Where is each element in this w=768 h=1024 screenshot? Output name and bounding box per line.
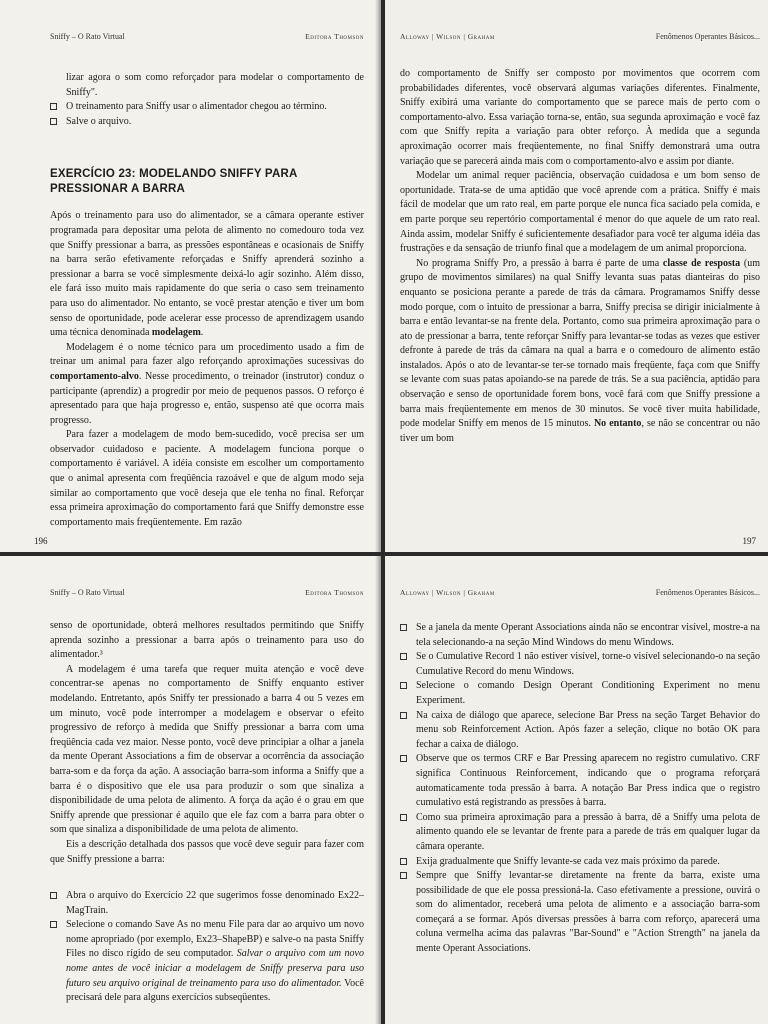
header-left: Alloway | Wilson | Graham [400,588,495,597]
exercise-heading: EXERCÍCIO 23: MODELANDO SNIFFY PARA PRESSIONAR A BARRA [50,168,298,196]
checkbox-icon [400,624,407,631]
paragraph: Para fazer a modelagem de modo bem-sucedido, você precisa ser um observador cuidadoso e paciente. A modelagem funciona porque o comportamento é variável. A idéia consiste em escolher um comportamento que o animal apresenta com freqüência razoável e que de algum modo seja similar ao comportamento que você deseja que ele tenha no final. Reforçar essa primeira aproximação do comportamento fará que Sniffy demonstre esse comportamento mais freqüentemente. Em razão [50,429,364,528]
paragraph: No programa Sniffy Pro, a pressão à barra é parte de uma classe de resposta (um grupo de movimentos similares) na qual Sniffy levanta suas patas dianteiras do piso enquanto se posiciona perante a parede de trás da câmara. Programamos Sniffy desse modo porque, com o intuito de pressionar a barra, Sniffy precisa se dirigir inicialmente à barra e então levantar-se na frente dela. Portanto, como sua primeira aproximação para o ato de pressionar a barra, tente reforçar Sniffy para levantar-se todas as vezes que estiver defronte à parede de trás da câmara na qual a barra e o comedouro de alimento estão instalados. Após o ato de levantar-se ter-se tornado mais freqüente, faça com que Sniffy se levante com suas patas apoiando-se na parede de trás. Se a sua paciência, aptidão para observação e senso de oportunidade forem bons, você fará com que Sniffy pressione a barra mais freqüentemente em menos de 30 minutos. Se você tiver muita habilidade, pode modelar Sniffy em menos de 15 minutos. No entanto, se não se concentrar ou não tiver um bom [400,257,761,444]
running-header [50,588,364,597]
paragraph: do comportamento de Sniffy ser composto por movimentos que ocorrem com probabilidades diferentes, você observará algumas variações diferentes. Finalmente, Sniffy exibirá uma variante do comportamento que se parece mais de perto com o comportamento-alvo. Essa variação torna-se, então, sua segunda aproximação e você faz com que Sniffy repita a variação para obter reforço. À medida que a segunda aproximação ocorrer mais freqüentemente, no final Sniffy demonstrará uma outra variação que se parecerá ainda mais com o comportamento-alvo e assim por diante. [400,68,760,167]
running-header [400,588,760,597]
key-term: classe de resposta [662,257,741,269]
list-item: Selecione o comando Save As no menu File para dar ao arquivo um novo nome apropriado (por exemplo, Ex23–ShapeBP) e salve-o na pasta Sniffy Files no disco rígido de seu computador. Salvar o arquivo com um novo nome antes de você iniciar a modelagem de Sniffy preserva para uso futuro seu arquivo original de treinamento para uso do alimentador. Você precisará dele para alguns exercícios subseqüentes. [50,918,364,1006]
intro-text: lizar agora o som como reforçador para modelar o comportamento de Sniffy". [66,72,364,98]
key-term: No entanto [593,418,642,430]
checkbox-icon [50,118,57,125]
list-item: Salve o arquivo. [50,115,364,130]
checkbox-icon [400,712,407,719]
book-page-198 [0,556,381,1024]
header-right: Fenômenos Operantes Básicos... [655,32,760,41]
header-left: Sniffy – O Rato Virtual [50,32,125,41]
checkbox-icon [400,682,407,689]
paragraph: Eis a descrição detalhada dos passos que você deve seguir para fazer com que Sniffy pressione a barra: [50,838,364,865]
checkbox-icon [400,872,407,879]
paragraph: Após o treinamento para uso do alimentador, se a câmara operante estiver programada para depositar uma pelota de alimento no comedouro toda vez que Sniffy pressionar a barra, as pressões espontâneas e ocasionais de Sniffy na barra serão efetivamente reforçadas e Sniffy aprenderá sozinho a pressionar a barra se você simplesmente deixá-lo agir sozinho. Além disso, ele fará isso muito mais rapidamente do que seria o caso sem treinamento para uso do alimentador. No entanto, se você prestar atenção e tiver um bom senso de oportunidade, pode acelerar esse processo de aprendizagem usando uma técnica denominada modelagem. [50,210,364,339]
list-item: Sempre que Sniffy levantar-se diretamente na frente da barra, existe uma possibilidade de que ele possa pressioná-la. Caso efetivamente a pressione, ouvirá o som do alimentador, receberá uma pelota de alimento e a associação barra-som começará a se formar. Após diversas pressões à barra com reforço, aparecerá uma coluna vermelha acima das palavras "Bar-Sound" e "Action Strength" na janela da mente Operant Associations. [400,869,760,957]
page-number: 197 [742,536,756,546]
running-header [50,32,364,41]
key-term: comportamento-alvo [50,370,139,382]
list-item: Abra o arquivo do Exercício 22 que sugerimos fosse denominado Ex22–MagTrain. [50,889,364,918]
header-right: Editora Thomson [305,32,364,41]
paragraph: senso de oportunidade, obterá melhores resultados permitindo que Sniffy aprenda sozinho a pressionar a barra após o treinamento para uso do alimentador.³ [50,620,364,661]
book-page-196 [0,0,381,552]
checkbox-icon [400,858,407,865]
checkbox-icon [400,653,407,660]
page-number: 196 [34,536,48,546]
paragraph: A modelagem é uma tarefa que requer muita atenção e você deve concentrar-se apenas no comportamento de Sniffy enquanto estiver modelando. Entretanto, após Sniffy ter pressionado a barra 4 ou 5 vezes em um minuto, você pode interromper a modelagem e observar o efeito progressivo de reforço à medida que Sniffy pressionar a barra com uma freqüência cada vez maior. Nesse ponto, você deve principiar a olhar a janela da mente Operant Associations a fim de observar a ocorrência da associação barra-som e da força da ação. A associação barra-som informa a Sniffy que a barra é o dispositivo que ele usa para produzir o som que sinaliza a disponibilidade de uma pelota de alimento. A força da ação é o grau em que Sniffy aprende que pressionar é aquilo que ele faz com a barra para obter o som que sinaliza a disponibilidade de uma pelota de alimento. [50,663,364,836]
checkbox-icon [400,814,407,821]
list-item: Exija gradualmente que Sniffy levante-se cada vez mais próximo da parede. [400,855,760,870]
gutter-shadow [375,0,381,552]
header-right: Editora Thomson [305,588,364,597]
checkbox-icon [50,103,57,110]
paragraph: Modelagem é o nome técnico para um procedimento usado a fim de treinar um animal para fazer algo reforçando aproximações sucessivas do comportamento-alvo. Nesse procedimento, o treinador (instrutor) conduz o participante (aprendiz) a progredir por meio de pequenos passos. O reforço é apresentado para que haja progresso e, então, suspenso até que ocorra mais progresso. [50,341,364,426]
header-left: Sniffy – O Rato Virtual [50,588,125,597]
list-item: O treinamento para Sniffy usar o alimentador chegou ao término. [50,100,364,115]
header-left: Alloway | Wilson | Graham [400,32,495,41]
checkbox-icon [50,921,57,928]
key-term: modelagem [151,327,201,339]
checkbox-icon [400,755,407,762]
running-header [400,32,760,41]
book-page-197 [385,0,768,552]
gutter-shadow [375,556,381,1024]
header-right: Fenômenos Operantes Básicos... [655,588,760,597]
list-item: Se a janela da mente Operant Associations ainda não se encontrar visível, mostre-a na tela selecionando-a na seção Mind Windows do menu Windows. [400,621,760,650]
book-page-199 [385,556,768,1024]
list-item: Se o Cumulative Record 1 não estiver visível, torne-o visível selecionando-o na seção Cumulative Record do menu Windows. [400,650,760,679]
paragraph: Modelar um animal requer paciência, observação cuidadosa e um bom senso de oportunidade. Trata-se de uma aptidão que você aprende com a prática. Sniffy é mais fácil de modelar que um rato real, em parte porque ele nunca fica saciado pela comida, e em parte porque seu repertório comportamental é menor do que aquele de um rato real. Ainda assim, modelar Sniffy é suficientemente desafiador para você ter alguma idéia das frustrações e da sensação de triunfo final que a modelagem de um animal proporciona. [400,170,760,255]
list-item: Selecione o comando Design Operant Conditioning Experiment no menu Experiment. [400,679,760,708]
list-item: Observe que os termos CRF e Bar Pressing aparecem no registro cumulativo. CRF significa Continuous Reinforcement, indicando que o programa reforçará automaticamente toda pressão à barra. A notação Bar Press indica que o registro cumulativo está registrando as pressões à barra. [400,752,760,810]
checkbox-icon [50,892,57,899]
list-item: Como sua primeira aproximação para a pressão à barra, dê a Sniffy uma pelota de alimento quando ele se levantar de frente para a parede de trás em qualquer lugar da câmara operante. [400,811,760,855]
list-item: Na caixa de diálogo que aparece, selecione Bar Press na seção Target Behavior do menu sob Reinforcement Action. Após fazer a seleção, clique no botão OK para fechar a caixa de diálogo. [400,709,760,753]
